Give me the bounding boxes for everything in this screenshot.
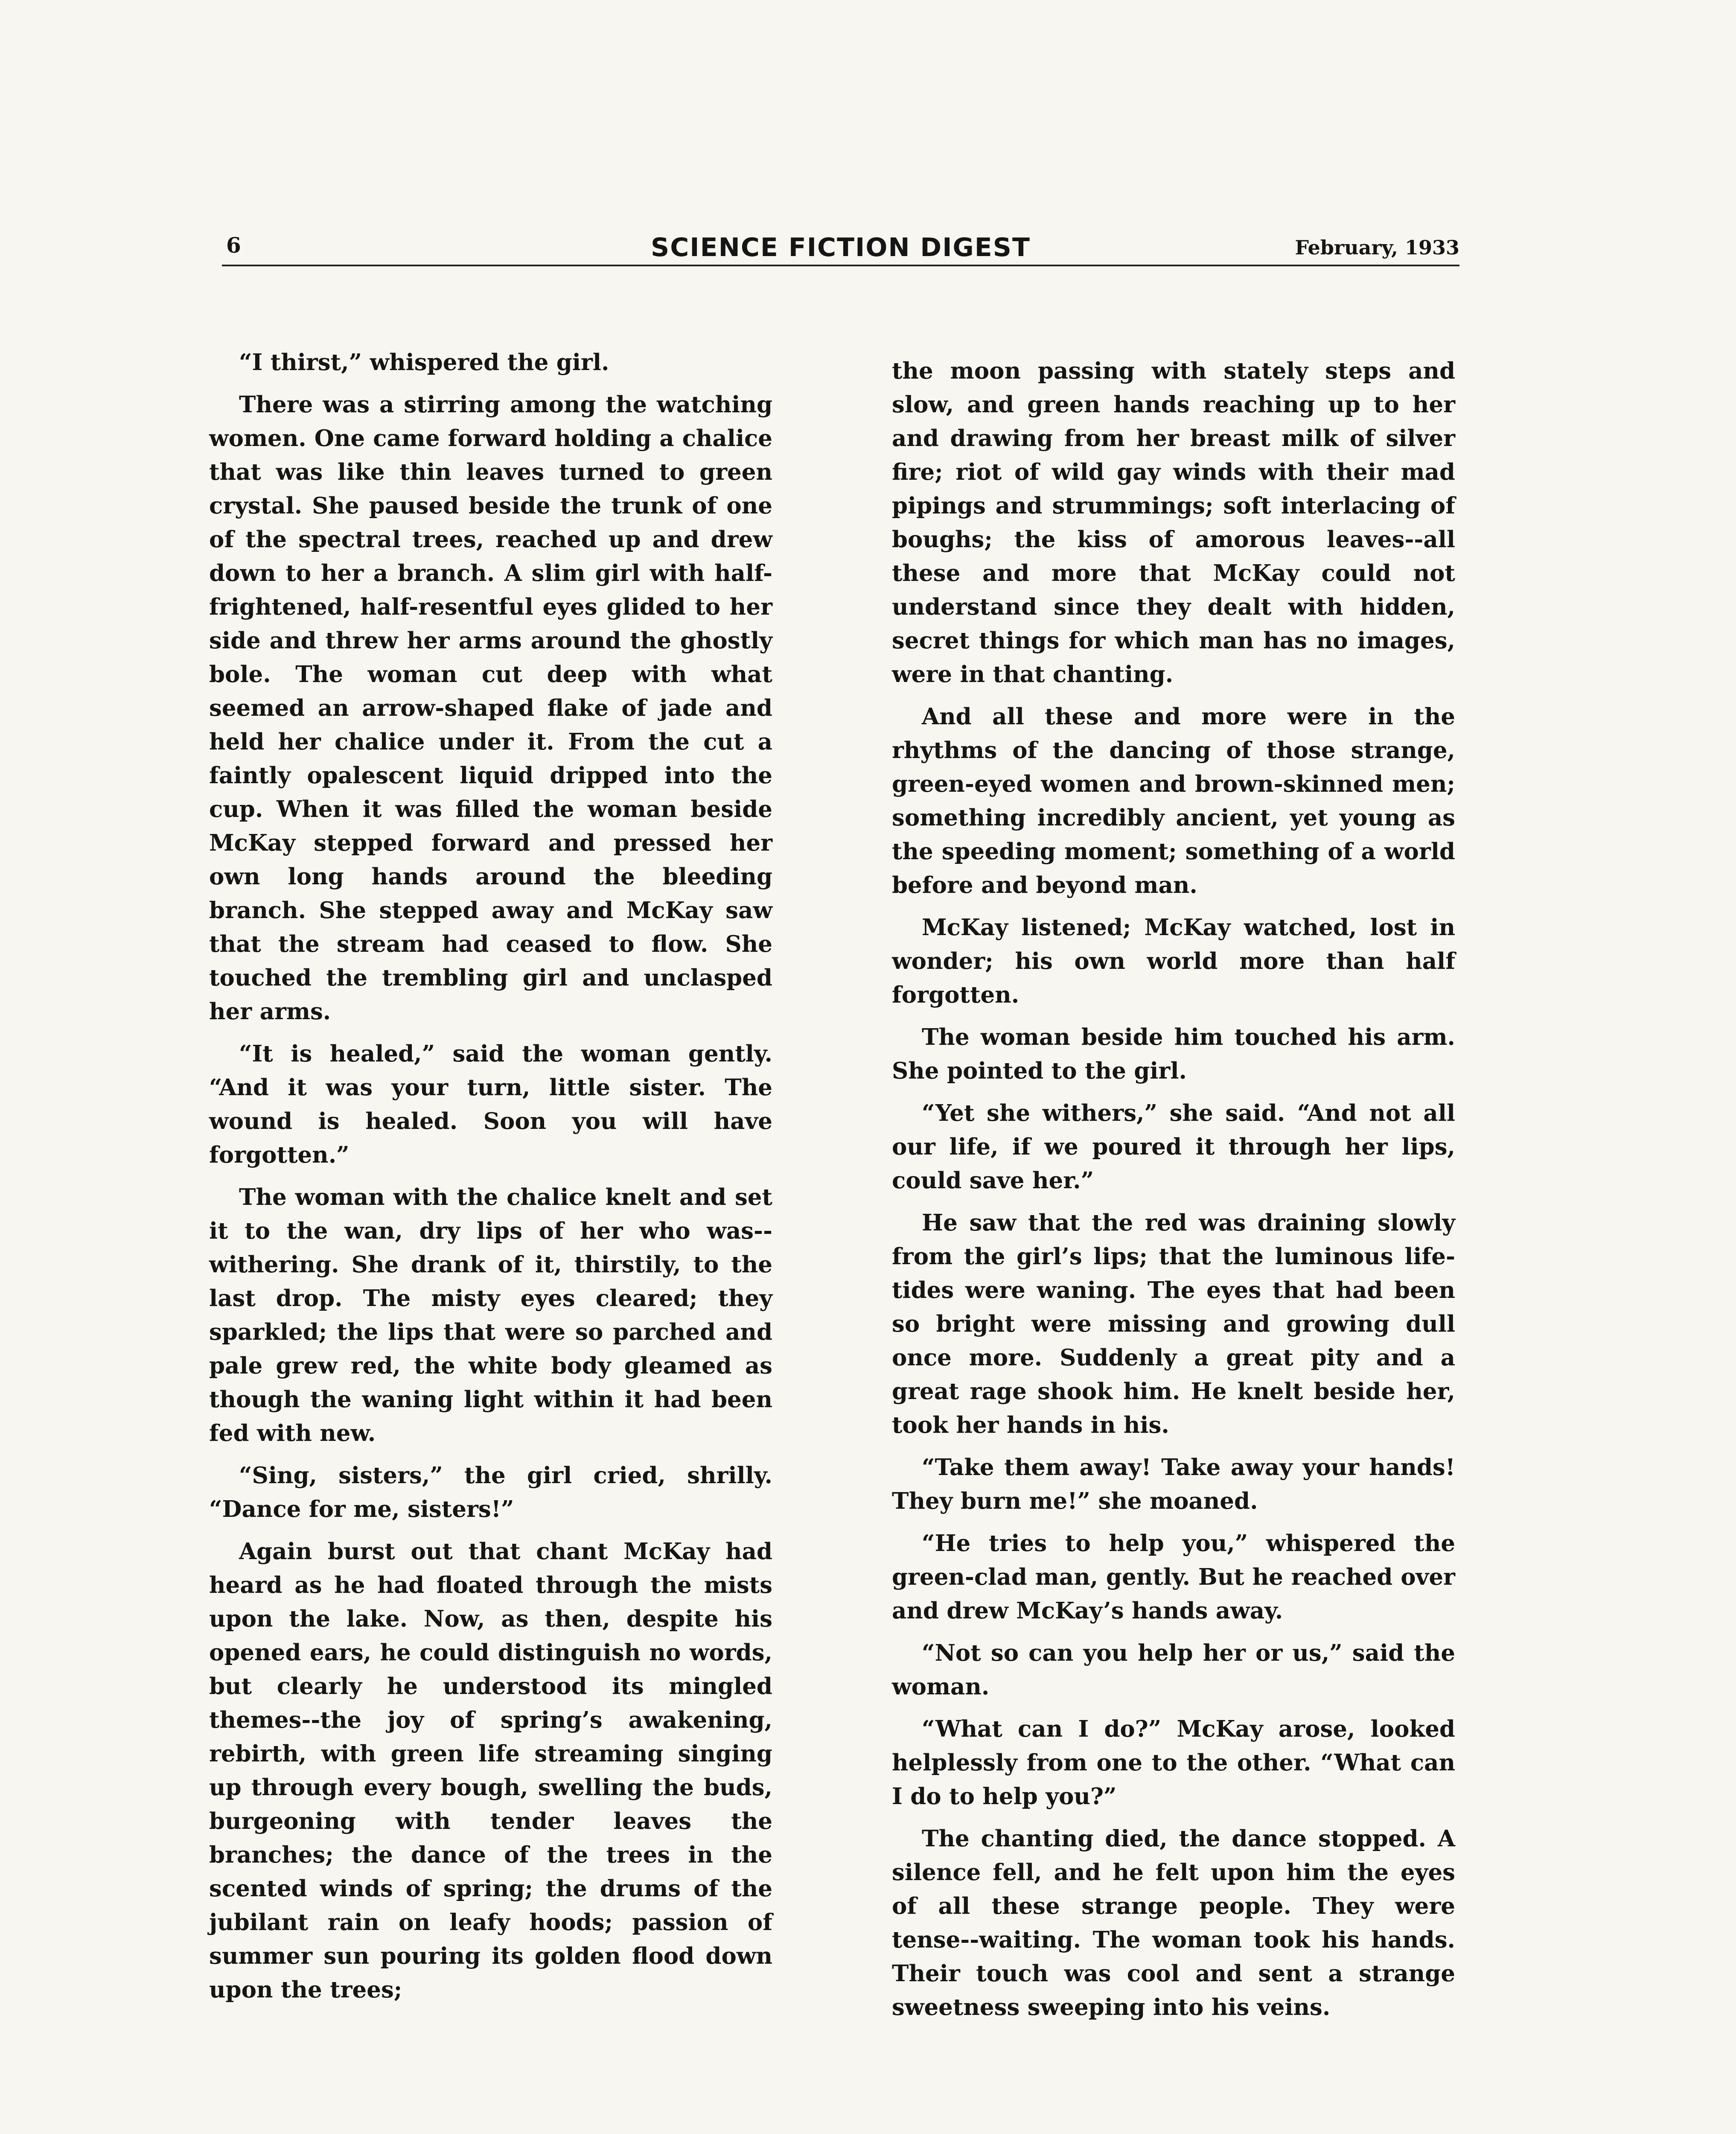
paragraph: “Take them away! Take away your hands! They burn me!” she moaned. (892, 1454, 1455, 1514)
paragraph: He saw that the red was draining slowly from the girl’s lips; that the luminous life-tides were waning. The eyes that had been so bright were missing and growing dull once more. Suddenly a great pity and a great rage shook him. He knelt beside her, took her hands in his. (892, 1210, 1455, 1438)
paragraph: “He tries to help you,” whispered the green-clad man, gently. But he reached over and drew McKay’s hands away. (892, 1530, 1455, 1624)
paragraph: McKay listened; McKay watched, lost in wonder; his own world more than half forgotten. (892, 914, 1455, 1008)
paragraph: the moon passing with stately steps and slow, and green hands reaching up to her and drawing from her breast milk of silver fire; riot of wild gay winds with their mad pipings and strummings; soft interlacing of boughs; the kiss of amorous leaves--all these and more that McKay could not understand since they dealt with hidden, secret things for which man has no images, were in that chanting. (892, 358, 1455, 688)
left-column (209, 346, 772, 2015)
paragraph: The woman beside him touched his arm. She pointed to the girl. (892, 1024, 1455, 1084)
paragraph: “Yet she withers,” she said. “And not all our life, if we poured it through her lips, could save her.” (892, 1100, 1455, 1194)
paragraph: “I thirst,” whispered the girl. (239, 349, 609, 376)
paragraph: Again burst out that chant McKay had heard as he had floated through the mists upon the lake. Now, as then, despite his opened ears, he could distinguish no words, but clearly he understood its mingled themes--the joy of spring’s awakening, rebirth, with green life streaming singing up through every bough, swelling the buds, burgeoning with tender leaves the branches; the dance of the trees in the scented winds of spring; the drums of the jubilant rain on leafy hoods; passion of summer sun pouring its golden flood down upon the trees; (209, 1538, 772, 2003)
page-number: 6 (226, 233, 241, 258)
paragraph: “Sing, sisters,” the girl cried, shrilly. “Dance for me, sisters!” (209, 1462, 772, 1522)
paragraph: “Not so can you help her or us,” said the woman. (892, 1640, 1455, 1700)
paragraph: “What can I do?” McKay arose, looked helplessly from one to the other. “What can I do to help you?” (892, 1716, 1455, 1810)
publication-title: SCIENCE FICTION DIGEST (651, 233, 1031, 262)
right-column (892, 354, 1455, 2033)
paragraph: The woman with the chalice knelt and set it to the wan, dry lips of her who was--withering. She drank of it, thirstily, to the last drop. The misty eyes cleared; they sparkled; the lips that were so parched and pale grew red, the white body gleamed as though the waning light within it had been fed with new. (209, 1184, 772, 1446)
issue-date: February, 1933 (1295, 236, 1459, 259)
paragraph: There was a stirring among the watching women. One came forward holding a chalice that was like thin leaves turned to green crystal. She paused beside the trunk of one of the spectral trees, reached up and drew down to her a branch. A slim girl with half-frightened, half-resentful eyes glided to her side and threw her arms around the ghostly bole. The woman cut deep with what seemed an arrow-shaped flake of jade and held her chalice under it. From the cut a faintly opalescent liquid dripped into the cup. When it was filled the woman beside McKay stepped forward and pressed her own long hands around the bleeding branch. She stepped away and McKay saw that the stream had ceased to flow. She touched the trembling girl and unclasped her arms. (209, 391, 772, 1025)
paragraph: And all these and more were in the rhythms of the dancing of those strange, green-eyed women and brown-skinned men; something incredibly ancient, yet young as the speeding moment; something of a world before and beyond man. (892, 703, 1455, 898)
paragraph: “It is healed,” said the woman gently. “And it was your turn, little sister. The wound is healed. Soon you will have forgotten.” (209, 1041, 772, 1168)
header-rule (222, 265, 1459, 266)
paragraph: The chanting died, the dance stopped. A silence fell, and he felt upon him the eyes of all these strange people. They were tense--waiting. The woman took his hands. Their touch was cool and sent a strange sweetness sweeping into his veins. (892, 1825, 1455, 2020)
